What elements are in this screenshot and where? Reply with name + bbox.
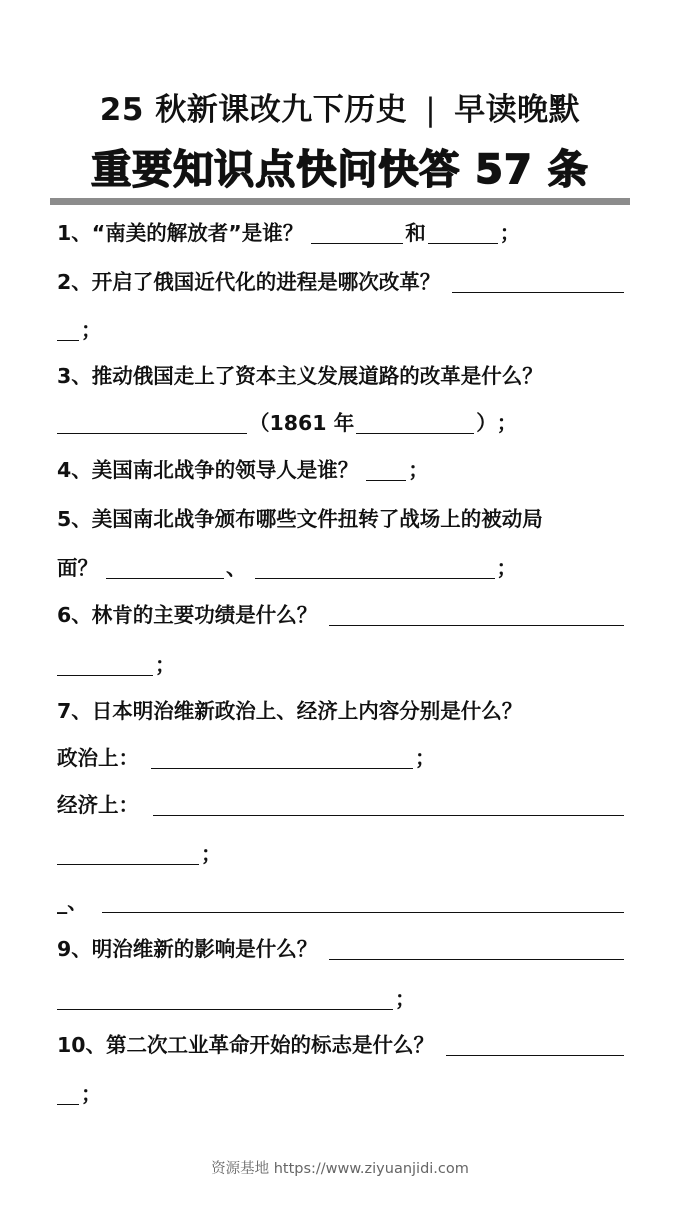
answer-blank[interactable]: [57, 316, 79, 341]
page-title: [0, 88, 680, 132]
question-number: 10、: [57, 1033, 107, 1057]
answer-blank[interactable]: [446, 1031, 624, 1056]
question-3: [57, 359, 624, 393]
answer-blank[interactable]: [428, 219, 498, 244]
punctuation: ；: [499, 221, 521, 245]
question-text: 美国南北战争的领导人是谁？: [91, 458, 359, 482]
question-3-cont: [57, 406, 624, 440]
punctuation: ；: [201, 842, 222, 866]
answer-blank[interactable]: [102, 888, 624, 913]
question-text: 明治维新的影响是什么？: [91, 937, 318, 961]
question-9-cont: [57, 982, 624, 1016]
question-number: _、: [57, 890, 88, 914]
question-text: 日本明治维新政治上、经济上内容分别是什么？: [91, 699, 523, 723]
punctuation: ；: [408, 458, 429, 482]
punctuation: ；: [81, 318, 102, 342]
question-5-cont: [57, 551, 624, 585]
question-7-economic-cont: [57, 837, 624, 871]
answer-blank[interactable]: [255, 554, 495, 579]
title-separator: |: [425, 92, 437, 128]
question-1: [57, 216, 624, 250]
answer-blank[interactable]: [153, 791, 624, 816]
title-left: 25 秋新课改九下历史: [99, 92, 408, 128]
answer-blank[interactable]: [57, 1080, 79, 1105]
question-text: 开启了俄国近代化的进程是哪次改革？: [91, 270, 441, 294]
question-number: 5、: [57, 507, 92, 531]
question-2-cont: [57, 313, 624, 347]
question-4: [57, 453, 624, 487]
question-joiner: 、: [226, 556, 247, 580]
header-divider: [50, 198, 630, 205]
question-6: [57, 598, 624, 632]
answer-blank[interactable]: [366, 456, 406, 481]
question-text: 面？: [57, 556, 98, 580]
question-text: 第二次工业革命开始的标志是什么？: [106, 1033, 435, 1057]
question-text: （1861 年: [249, 411, 355, 435]
question-10: [57, 1028, 624, 1062]
answer-blank[interactable]: [106, 554, 224, 579]
economic-label: 经济上：: [57, 793, 139, 817]
answer-blank[interactable]: [57, 409, 247, 434]
answer-blank[interactable]: [57, 651, 153, 676]
punctuation: ；: [395, 987, 416, 1011]
question-7: [57, 694, 624, 728]
punctuation: ；: [496, 411, 518, 435]
answer-blank[interactable]: [311, 219, 403, 244]
question-number: 1、: [57, 221, 92, 245]
question-text: 推动俄国走上了资本主义发展道路的改革是什么？: [91, 364, 543, 388]
answer-blank[interactable]: [57, 840, 199, 865]
punctuation: ；: [81, 1082, 102, 1106]
political-label: 政治上：: [57, 746, 139, 770]
answer-blank[interactable]: [452, 268, 624, 293]
question-text: “南美的解放者”是谁？: [91, 221, 304, 245]
punctuation: ）: [476, 411, 497, 435]
question-number: 4、: [57, 458, 92, 482]
punctuation: ；: [155, 653, 176, 677]
page-subtitle: 重要知识点快问快答 57 条: [91, 147, 589, 193]
question-number: 2、: [57, 270, 92, 294]
question-number: 9、: [57, 937, 92, 961]
question-text: 林肯的主要功绩是什么？: [91, 603, 318, 627]
punctuation: ；: [496, 556, 517, 580]
punctuation: ；: [415, 746, 436, 770]
question-9: [57, 932, 624, 966]
question-number: 6、: [57, 603, 92, 627]
answer-blank[interactable]: [329, 935, 624, 960]
question-5: [57, 502, 624, 536]
question-joiner: 和: [405, 221, 426, 245]
answer-blank[interactable]: [57, 985, 393, 1010]
question-8: [57, 885, 624, 919]
answer-blank[interactable]: [356, 409, 474, 434]
question-number: 3、: [57, 364, 92, 388]
answer-blank[interactable]: [151, 744, 413, 769]
question-7-political: [57, 741, 624, 775]
question-7-economic: [57, 788, 624, 822]
question-10-cont: [57, 1077, 624, 1111]
title-right: 早读晚默: [454, 92, 581, 128]
question-2: [57, 265, 624, 299]
answer-blank[interactable]: [329, 601, 624, 626]
question-6-cont: [57, 648, 624, 682]
footer-watermark: 资源基地 https://www.ziyuanjidi.com: [211, 1161, 469, 1177]
question-number: 7、: [57, 699, 92, 723]
question-text: 美国南北战争颁布哪些文件扭转了战场上的被动局: [91, 507, 543, 531]
